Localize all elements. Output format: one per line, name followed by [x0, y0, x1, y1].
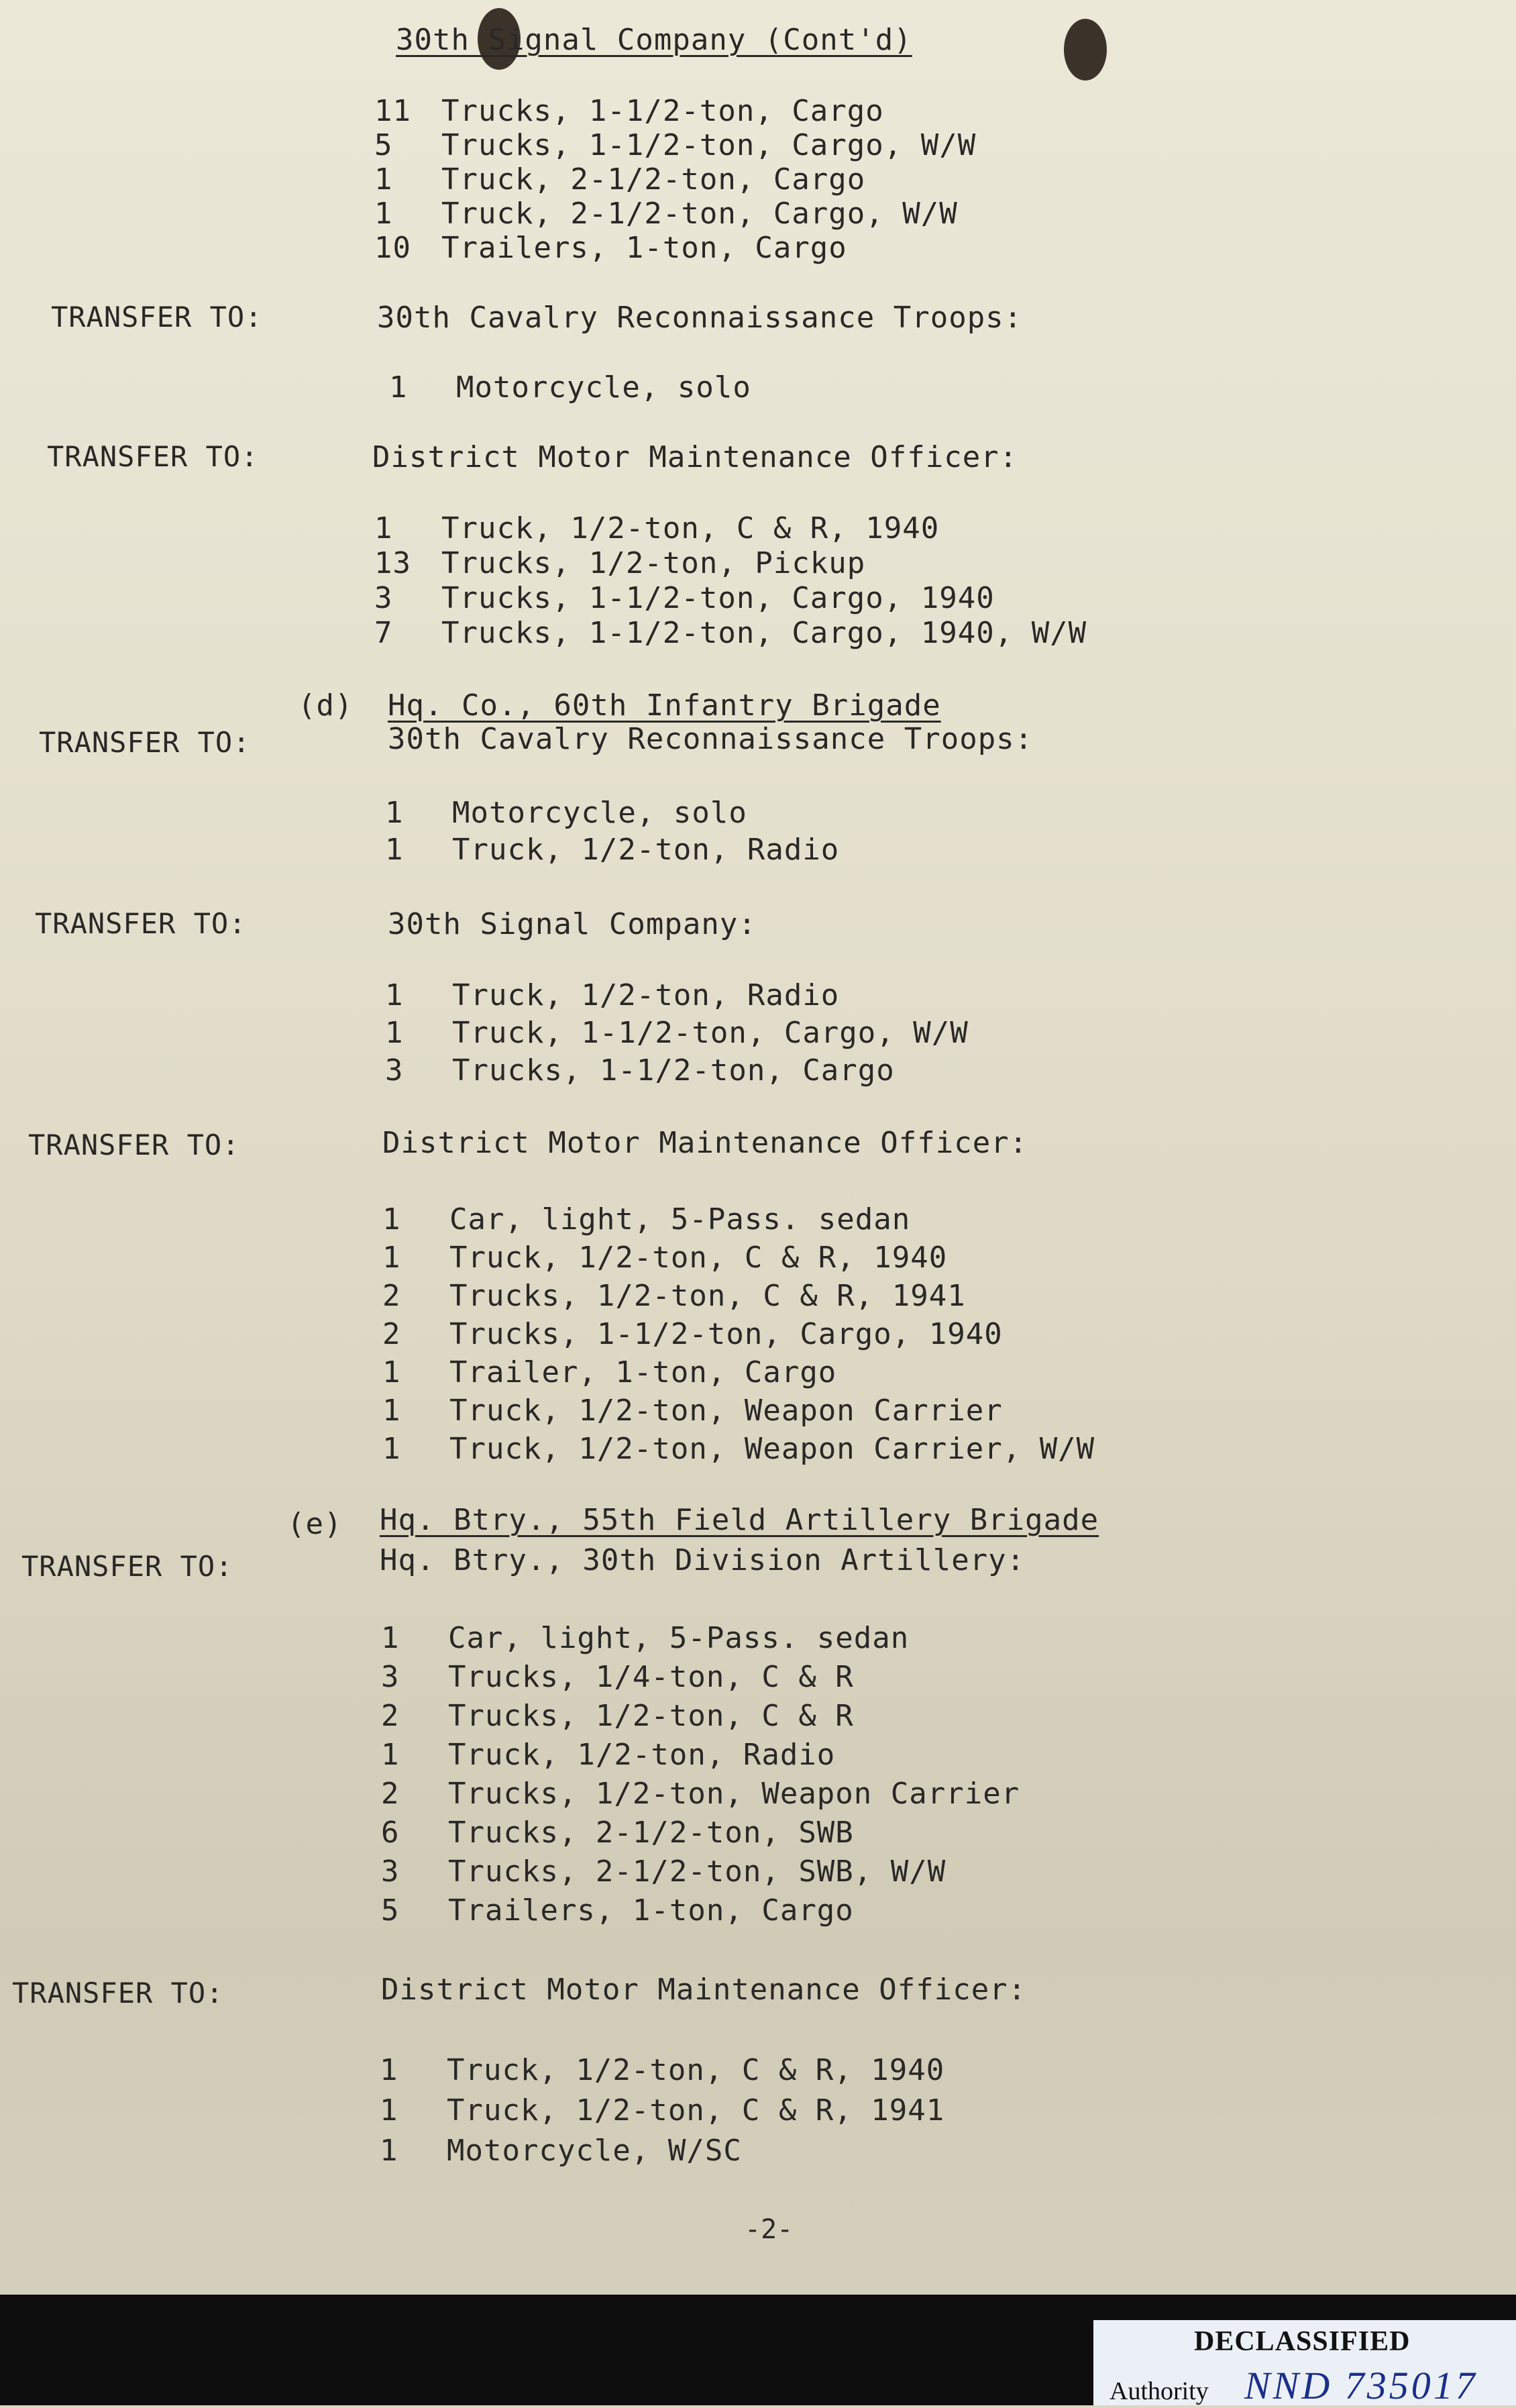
list-item [381, 1660, 854, 1694]
list-item [374, 616, 1087, 650]
punch-hole [1064, 19, 1107, 81]
list-item [385, 1018, 969, 1048]
list-item [380, 2093, 945, 2128]
list-item [385, 978, 840, 1012]
item-quantity: 1 [385, 833, 404, 867]
item-description: Trucks, 1-1/2-ton, Cargo, 1940, W/W [441, 616, 1087, 650]
item-quantity: 1 [382, 1241, 401, 1275]
item-description: Trucks, 1/2-ton, Weapon Carrier [448, 1777, 1020, 1811]
destination-signal: 30th Signal Company: [388, 907, 757, 941]
list-item [374, 511, 940, 545]
item-description: Truck, 1/2-ton, Radio [452, 978, 840, 1012]
transfer-label: TRANSFER TO: [12, 1977, 224, 2009]
list-item [381, 1818, 854, 1848]
list-item [381, 1779, 1020, 1809]
page-header: 30th Signal Company (Cont'd) [396, 23, 912, 57]
section-letter: (d) [298, 688, 354, 723]
destination-cavalry: 30th Cavalry Reconnaissance Troops: [388, 722, 1034, 756]
transfer-label: TRANSFER TO: [28, 1129, 240, 1161]
list-item [374, 128, 977, 162]
item-quantity: 1 [381, 1738, 400, 1772]
item-quantity: 1 [374, 197, 393, 231]
item-description: Truck, 1/2-ton, Radio [448, 1738, 836, 1772]
list-item [374, 546, 866, 580]
item-description: Trucks, 1/4-ton, C & R [448, 1660, 854, 1694]
item-description: Trucks, 1-1/2-ton, Cargo [452, 1053, 895, 1088]
item-description: Trucks, 1-1/2-ton, Cargo, 1940 [441, 581, 995, 615]
item-description: Truck, 1/2-ton, C & R, 1940 [449, 1241, 948, 1275]
item-quantity: 1 [389, 370, 408, 405]
item-quantity: 1 [382, 1394, 401, 1428]
destination-dmmo: District Motor Maintenance Officer: [381, 1973, 1027, 2007]
list-item [385, 835, 839, 865]
list-item [380, 2053, 945, 2087]
list-item [374, 199, 958, 229]
list-item [381, 1699, 854, 1733]
list-item [382, 1243, 947, 1273]
item-description: Trucks, 1-1/2-ton, Cargo, W/W [441, 128, 977, 162]
item-quantity: 1 [374, 511, 393, 545]
list-item [374, 162, 866, 197]
item-description: Truck, 1/2-ton, Weapon Carrier [449, 1394, 1003, 1428]
list-item [374, 233, 847, 263]
list-item [389, 370, 751, 405]
item-description: Trailers, 1-ton, Cargo [441, 231, 847, 265]
stamp-authority-value: NND 735017 [1244, 2364, 1478, 2407]
item-description: Trucks, 1/2-ton, C & R [448, 1699, 854, 1733]
transfer-label: TRANSFER TO: [47, 440, 259, 473]
item-quantity: 1 [385, 796, 404, 830]
item-quantity: 3 [385, 1053, 404, 1088]
destination-dmmo: District Motor Maintenance Officer: [372, 440, 1018, 474]
page-number: -2- [745, 2214, 794, 2245]
item-quantity: 3 [381, 1660, 400, 1694]
item-quantity: 2 [381, 1699, 400, 1733]
list-item [382, 1281, 966, 1311]
declassified-stamp [1093, 2320, 1516, 2405]
list-item [382, 1202, 911, 1237]
item-description: Trucks, 1/2-ton, Pickup [441, 546, 866, 580]
section-title: Hq. Co., 60th Infantry Brigade [388, 688, 941, 723]
item-description: Trailer, 1-ton, Cargo [449, 1355, 837, 1390]
item-quantity: 2 [382, 1317, 401, 1351]
list-item [381, 1621, 910, 1655]
item-description: Truck, 1/2-ton, C & R, 1940 [441, 511, 940, 545]
item-quantity: 1 [382, 1355, 401, 1390]
list-item [381, 1893, 854, 1928]
item-quantity: 2 [382, 1279, 401, 1313]
item-quantity: 1 [382, 1202, 401, 1237]
list-item [381, 1854, 946, 1889]
item-description: Trucks, 1-1/2-ton, Cargo [441, 94, 884, 128]
destination-dmmo: District Motor Maintenance Officer: [382, 1126, 1028, 1160]
list-item [382, 1434, 1095, 1464]
list-item [374, 94, 884, 128]
list-item [382, 1317, 1003, 1351]
list-item [385, 1053, 895, 1088]
item-quantity: 3 [374, 581, 393, 615]
item-description: Car, light, 5-Pass. sedan [448, 1621, 910, 1655]
item-description: Trucks, 2-1/2-ton, SWB, W/W [448, 1854, 946, 1889]
item-quantity: 5 [381, 1893, 400, 1928]
item-quantity: 1 [382, 1432, 401, 1466]
item-description: Truck, 1-1/2-ton, Cargo, W/W [452, 1016, 969, 1050]
item-description: Motorcycle, solo [456, 370, 751, 405]
item-description: Trucks, 1-1/2-ton, Cargo, 1940 [449, 1317, 1003, 1351]
item-description: Truck, 1/2-ton, C & R, 1941 [447, 2093, 945, 2128]
transfer-label: TRANSFER TO: [39, 726, 251, 759]
item-quantity: 1 [380, 2053, 398, 2087]
item-quantity: 1 [385, 1016, 404, 1050]
item-description: Truck, 1/2-ton, Weapon Carrier, W/W [449, 1432, 1095, 1466]
section-title: Hq. Btry., 55th Field Artillery Brigade [380, 1503, 1099, 1537]
item-description: Motorcycle, W/SC [447, 2134, 742, 2168]
item-quantity: 3 [381, 1854, 400, 1889]
list-item [380, 2136, 742, 2166]
item-quantity: 2 [381, 1777, 400, 1811]
item-quantity: 1 [374, 162, 393, 197]
item-quantity: 10 [374, 231, 411, 265]
item-description: Car, light, 5-Pass. sedan [449, 1202, 911, 1237]
destination-division-artillery: Hq. Btry., 30th Division Artillery: [380, 1543, 1026, 1577]
item-quantity: 11 [374, 94, 411, 128]
list-item [381, 1740, 835, 1770]
item-quantity: 13 [374, 546, 411, 580]
destination-cavalry: 30th Cavalry Reconnaissance Troops: [377, 301, 1023, 335]
transfer-label: TRANSFER TO: [51, 301, 263, 333]
item-description: Trucks, 2-1/2-ton, SWB [448, 1816, 854, 1850]
list-item [382, 1355, 837, 1390]
item-description: Truck, 1/2-ton, C & R, 1940 [447, 2053, 945, 2087]
item-quantity: 6 [381, 1816, 400, 1850]
item-description: Truck, 1/2-ton, Radio [452, 833, 840, 867]
transfer-label: TRANSFER TO: [21, 1550, 233, 1583]
item-quantity: 1 [380, 2093, 398, 2128]
item-description: Trucks, 1/2-ton, C & R, 1941 [449, 1279, 966, 1313]
item-description: Truck, 2-1/2-ton, Cargo [441, 162, 866, 197]
item-quantity: 1 [381, 1621, 400, 1655]
item-description: Trailers, 1-ton, Cargo [448, 1893, 854, 1928]
item-quantity: 7 [374, 616, 393, 650]
list-item [374, 581, 995, 615]
stamp-authority-label: Authority [1109, 2377, 1209, 2405]
item-quantity: 1 [380, 2134, 398, 2168]
stamp-title: DECLASSIFIED [1194, 2326, 1411, 2357]
transfer-label: TRANSFER TO: [35, 907, 247, 940]
section-letter: (e) [287, 1507, 343, 1541]
list-item [382, 1396, 1003, 1426]
list-item [385, 798, 747, 828]
item-description: Motorcycle, solo [452, 796, 747, 830]
item-quantity: 1 [385, 978, 404, 1012]
item-description: Truck, 2-1/2-ton, Cargo, W/W [441, 197, 958, 231]
item-quantity: 5 [374, 128, 393, 162]
